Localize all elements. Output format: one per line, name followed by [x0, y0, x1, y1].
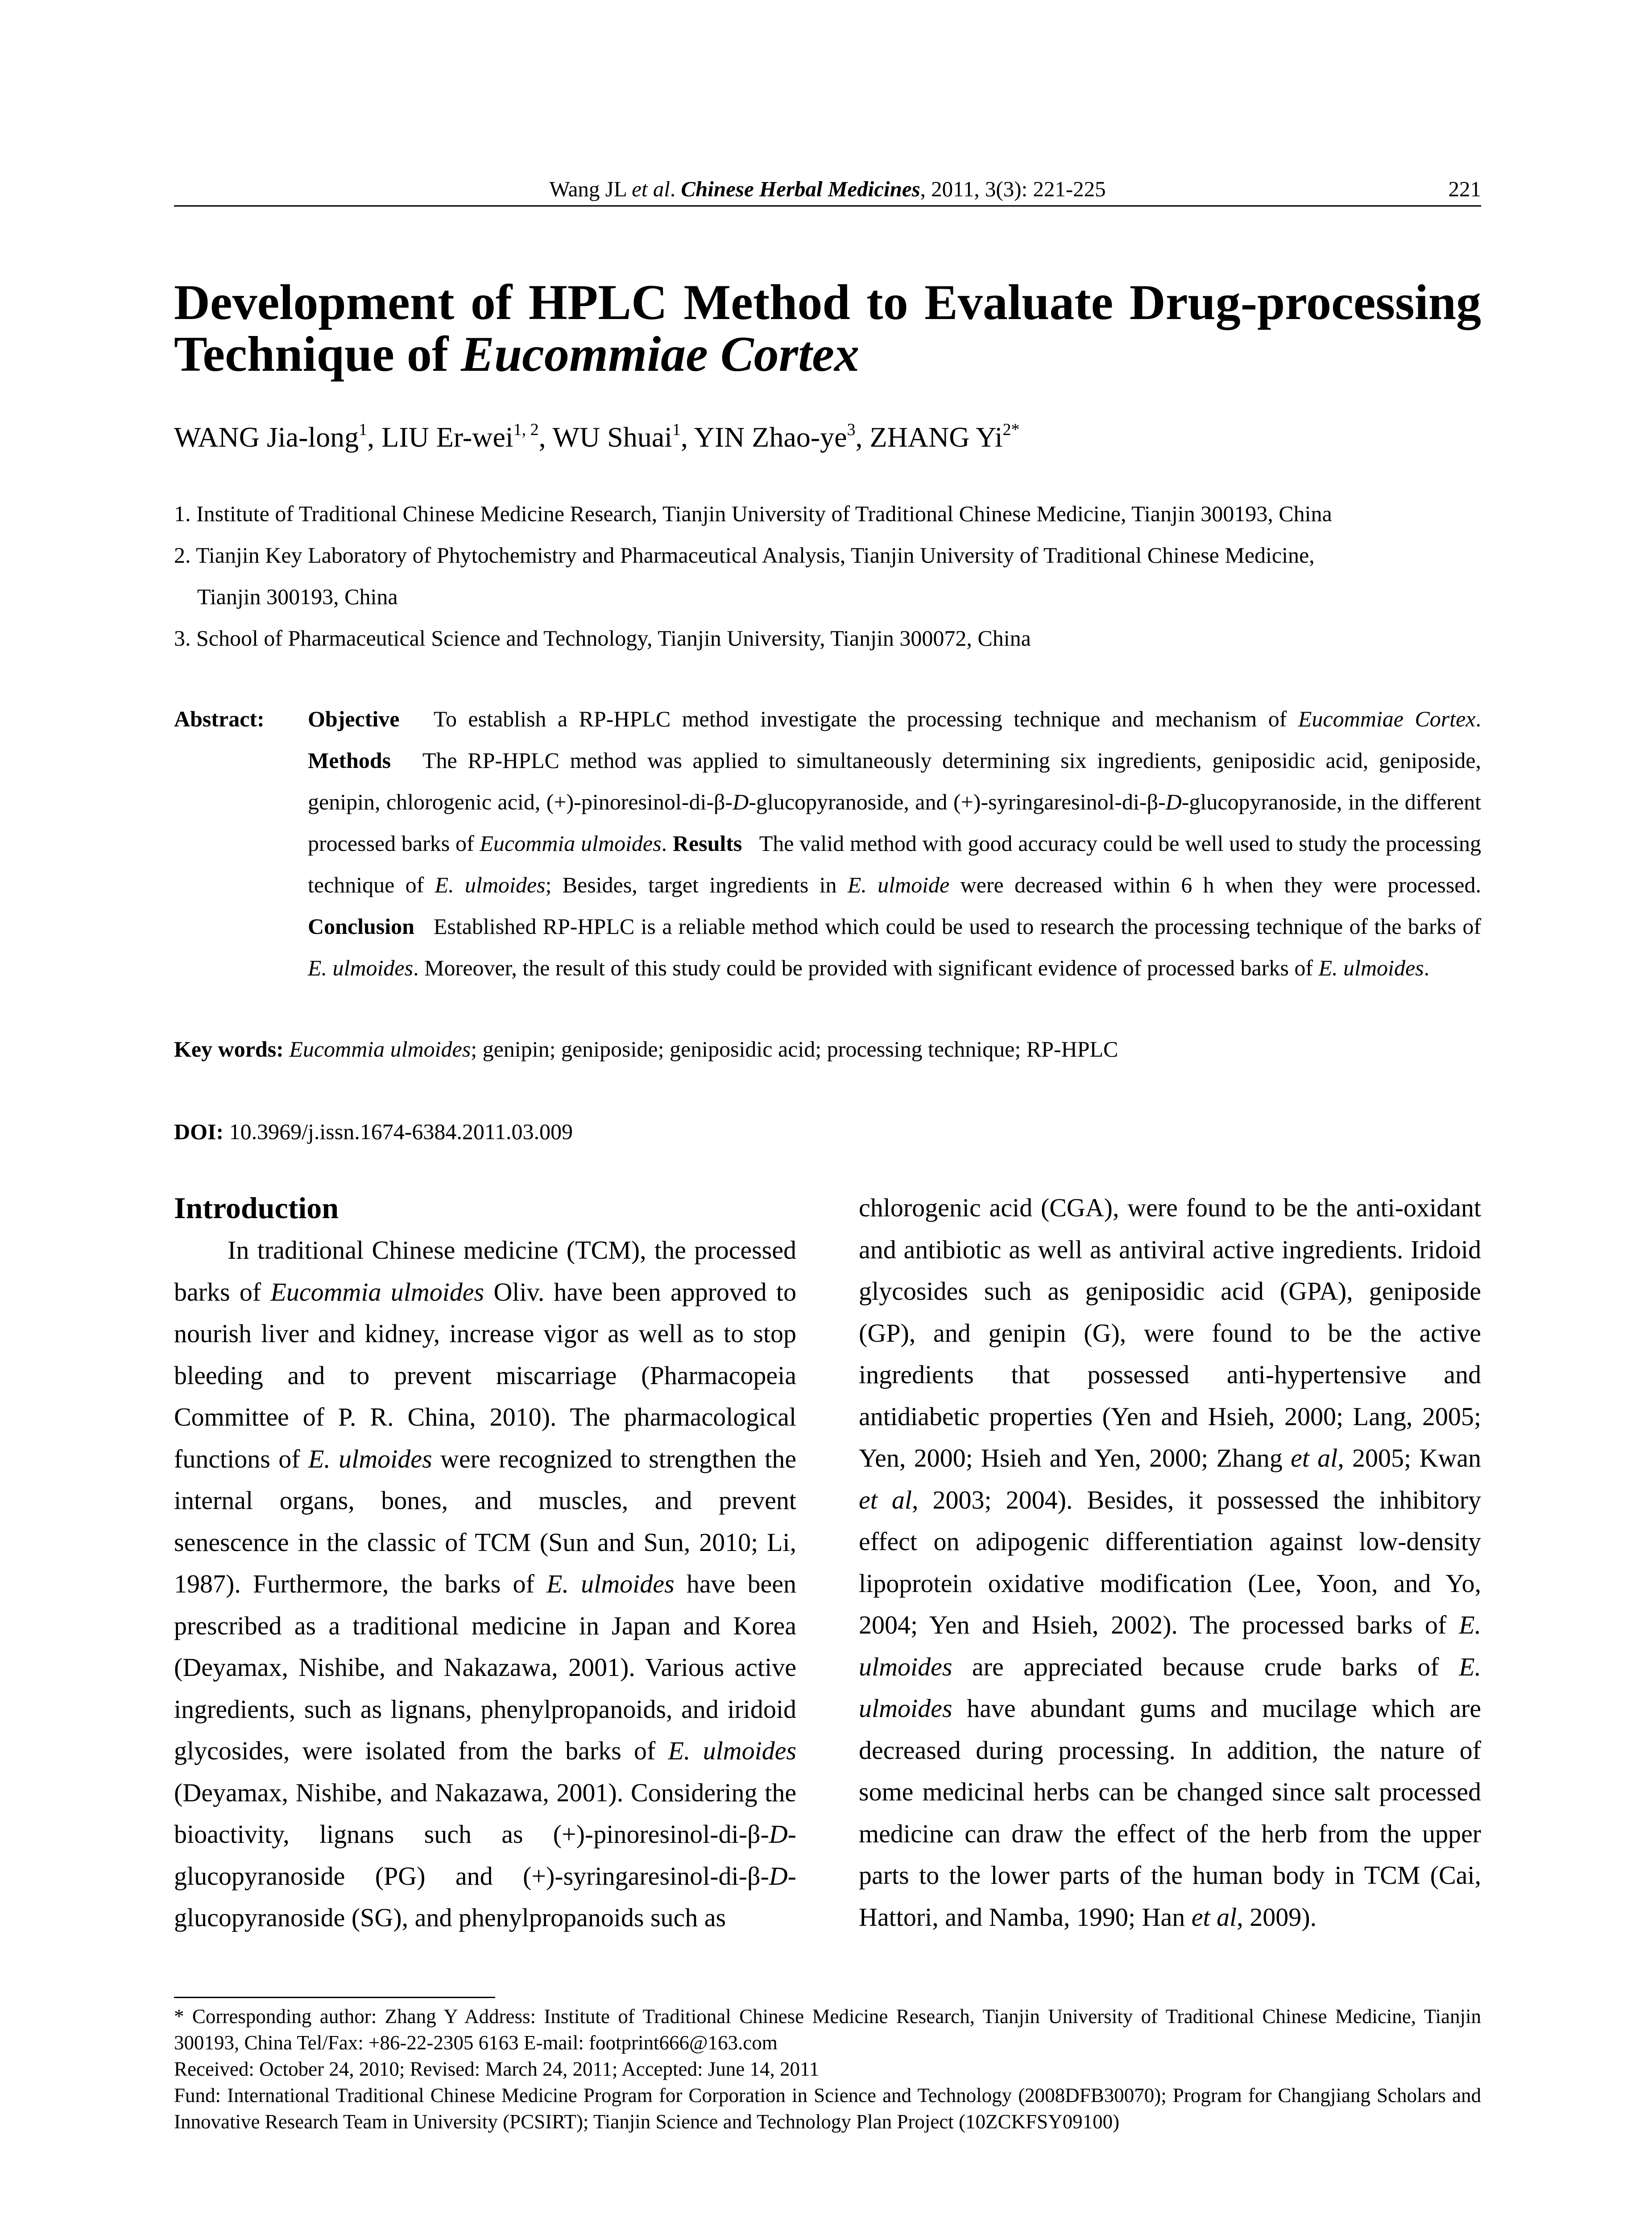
- intro-text: In traditional Chinese medicine (TCM), the processed barks of: [174, 1236, 796, 1306]
- header-citation: , 2011, 3(3): 221-225: [920, 177, 1106, 201]
- author-name: , YIN Zhao-ye: [680, 421, 847, 453]
- title-line-1: Development of HPLC Method to Evaluate Drug-processing: [174, 275, 1481, 330]
- title-line-2: [174, 327, 859, 382]
- title-line-2-italic: Eucommiae Cortex: [461, 327, 860, 382]
- header-et-al: et al: [632, 177, 670, 201]
- footnotes: [174, 2003, 1481, 2135]
- intro-italic: D: [769, 1820, 788, 1849]
- methods-italic-d: D: [1165, 789, 1182, 814]
- affiliation-2: 2. Tianjin Key Laboratory of Phytochemistry and Pharmaceutical Analysis, Tianjin University of Traditional Chinese Medicine,: [174, 543, 1315, 568]
- abstract-label: Abstract:: [174, 706, 265, 731]
- intro-italic: E. ulmoides: [547, 1569, 675, 1598]
- keywords-label: Key words:: [174, 1037, 284, 1062]
- conclusion-italic: E. ulmoides: [1318, 955, 1424, 980]
- author-affil-sup: 1, 2: [513, 420, 539, 439]
- objective-label: Objective: [308, 706, 400, 731]
- results-italic: E. ulmoide: [847, 872, 950, 897]
- running-header: [174, 176, 1481, 203]
- doi: [174, 1111, 1481, 1153]
- doi-label: DOI:: [174, 1119, 224, 1144]
- conclusion-text: .: [1424, 955, 1430, 980]
- methods-label: Methods: [308, 748, 391, 773]
- intro-italic: E. ulmoides: [668, 1736, 796, 1765]
- author-name: , WU Shuai: [538, 421, 672, 453]
- header-journal: Chinese Herbal Medicines: [681, 177, 920, 201]
- intro-italic: E. ulmoides: [859, 1652, 1481, 1723]
- title-line-2-plain: Technique of: [174, 327, 461, 382]
- running-header-citation: [174, 176, 1481, 202]
- author-affil-sup: 1: [359, 420, 368, 439]
- footnote-fund: Fund: International Traditional Chinese Medicine Program for Corporation in Science and Technology (2008DFB30070); Program for Changjiang Scholars and Innovative Research Team in University (PCSIRT); Tianjin Science and Technology Plan Project (10ZCKFSY09100): [174, 2084, 1481, 2133]
- author-name: WANG Jia-long: [174, 421, 359, 453]
- affiliation-1: 1. Institute of Traditional Chinese Medicine Research, Tianjin University of Traditional Chinese Medicine, Tianjin 300193, China: [174, 501, 1332, 526]
- methods-italic-d: D: [733, 789, 749, 814]
- intro-text: , 2003; 2004). Besides, it possessed the inhibitory effect on adipogenic differentiation against low-density lipoprotein oxidative modification (Lee, Yoon, and Yo, 2004; Yen and Hsieh, 2002). The processed barks of: [859, 1485, 1481, 1639]
- author-name: , LIU Er-wei: [367, 421, 513, 453]
- intro-text: , 2005; Kwan: [1337, 1443, 1481, 1472]
- methods-text: The RP-HPLC method was applied to simultaneously determining six ingredients, geniposidic acid, geniposide, genipin, chlorogenic acid, (+)-pinoresinol-di-β-: [308, 748, 1481, 814]
- intro-text: have abundant gums and mucilage which are decreased during processing. In addition, the nature of some medicinal herbs can be changed since salt processed medicine can draw the effect of the herb from the upper parts to the lower parts of the human body in TCM (Cai, Hattori, and Namba, 1990; Han: [859, 1694, 1481, 1932]
- intro-italic: et al: [1191, 1902, 1237, 1932]
- methods-italic: Eucommia ulmoides: [480, 831, 662, 856]
- affiliation-list: [174, 493, 1481, 659]
- conclusion-text: . Moreover, the result of this study could be provided with significant evidence of processed barks of: [413, 955, 1319, 980]
- affiliation-2-continued: Tianjin 300193, China: [197, 584, 398, 609]
- author-affil-sup: 3: [847, 420, 856, 439]
- abstract: [174, 698, 1481, 989]
- results-text: ; Besides, target ingredients in: [545, 872, 848, 897]
- intro-text: were recognized to strengthen the internal organs, bones, and muscles, and prevent senescence in the classic of TCM (Sun and Sun, 2010; Li, 1987). Furthermore, the barks of: [174, 1444, 797, 1598]
- footnote-rule: [174, 1997, 495, 1998]
- page-number: 221: [1448, 177, 1481, 201]
- methods-text: -glucopyranoside, and (+)-syringaresinol-di-β-: [749, 789, 1166, 814]
- results-text: The valid method with good accuracy could be well used to study the processing technique of: [308, 831, 1481, 897]
- author-affil-sup: 1: [672, 420, 681, 439]
- keywords-list: ; genipin; geniposide; geniposidic acid; processing technique; RP-HPLC: [471, 1037, 1118, 1062]
- intro-text: Oliv. have been approved to nourish liver and kidney, increase vigor as well as to stop bleeding and to prevent miscarriage (Pharmacopeia Committee of P. R. China, 2010). The pharmacological functions of: [174, 1277, 796, 1473]
- intro-text: (Deyamax, Nishibe, and Nakazawa, 2001). Considering the bioactivity, lignans such as (+)-pinoresinol-di-β-: [174, 1778, 796, 1849]
- conclusion-label: Conclusion: [308, 914, 414, 939]
- section-heading-introduction: Introduction: [174, 1191, 339, 1225]
- intro-text: have been prescribed as a traditional medicine in Japan and Korea (Deyamax, Nishibe, and Nakazawa, 2001). Various active ingredients, such as lignans, phenylpropanoids, and iridoid glycosides, were isolated from the barks of: [174, 1569, 796, 1765]
- intro-italic: Eucommia ulmoides: [270, 1277, 484, 1306]
- intro-text: -glucopyranoside (PG) and (+)-syringaresinol-di-β-: [174, 1820, 796, 1891]
- conclusion-italic: E. ulmoides: [308, 955, 414, 980]
- body-column-right: [859, 1187, 1481, 1938]
- abstract-body: Objective To establish a RP-HPLC method investigate the processing technique and mechanism of Eucommiae Cortex. Methods The RP-HPLC method was applied to simultaneously determining six ingredients, geniposidic acid, geniposide, genipin, chlorogenic acid, (+)-pinoresinol-di-β-D-glucopyranoside, and (+)-syringaresinol-di-β-D-glucopyranoside, in the different processed barks of Eucommia ulmoides. Results The valid method with good accuracy could be well used to study the processing technique of E. ulmoides; Besides, target ingredients in E. ulmoide were decreased within 6 h when they were processed. Conclusion Established RP-HPLC is a reliable method which could be used to research the processing technique of the barks of E. ulmoides. Moreover, the result of this study could be provided with significant evidence of processed barks of E. ulmoides.: [308, 706, 1482, 980]
- intro-italic: et al: [1291, 1443, 1338, 1472]
- objective-text: To establish a RP-HPLC method investigate the processing technique and mechanism of: [433, 706, 1298, 731]
- intro-italic: D: [769, 1861, 788, 1891]
- affiliation-3: 3. School of Pharmaceutical Science and Technology, Tianjin University, Tianjin 300072, China: [174, 626, 1031, 651]
- intro-paragraph: [174, 1229, 796, 1939]
- keywords-italic: Eucommia ulmoides: [289, 1037, 471, 1062]
- intro-text: are appreciated because crude barks of: [952, 1652, 1459, 1681]
- article-title: [174, 277, 1481, 380]
- footnote-received-dates: Received: October 24, 2010; Revised: March 24, 2011; Accepted: June 14, 2011: [174, 2058, 820, 2080]
- conclusion-text: Established RP-HPLC is a reliable method which could be used to research the processing technique of the barks of: [433, 914, 1481, 939]
- results-italic: E. ulmoides: [435, 872, 546, 897]
- author-name: , ZHANG Yi: [855, 421, 1003, 453]
- author-affil-sup: 2*: [1002, 420, 1020, 439]
- intro-text: , 2009).: [1237, 1902, 1317, 1932]
- header-authors: Wang JL: [549, 177, 632, 201]
- intro-paragraph-continued: [859, 1187, 1481, 1938]
- results-text: were decreased within 6 h when they were processed.: [949, 872, 1481, 897]
- objective-italic: Eucommiae Cortex: [1298, 706, 1476, 731]
- intro-text: chlorogenic acid (CGA), were found to be the anti-oxidant and antibiotic as well as antiviral active ingredients. Iridoid glycosides such as geniposidic acid (GPA), geniposide (GP), and genipin (G), were found to be the active ingredients that possessed anti-hypertensive and antidiabetic properties (Yen and Hsieh, 2000; Lang, 2005; Yen, 2000; Hsieh and Yen, 2000; Zhang: [859, 1193, 1481, 1472]
- intro-text: -glucopyranoside (SG), and phenylpropanoids such as: [174, 1861, 796, 1932]
- intro-italic: E. ulmoides: [308, 1444, 432, 1473]
- footnote-corresponding-author: * Corresponding author: Zhang Y Address: Institute of Traditional Chinese Medicine Research, Tianjin University of Traditional Chinese Medicine, Tianjin 300193, China Tel/Fax: +86-22-2305 6163 E-mail: footprint666@163.com: [174, 2005, 1481, 2054]
- keywords: [174, 1028, 1481, 1070]
- results-label: Results: [672, 831, 742, 856]
- methods-text: -glucopyranoside, in the different processed barks of: [308, 789, 1482, 856]
- doi-value[interactable]: 10.3969/j.issn.1674-6384.2011.03.009: [229, 1119, 573, 1144]
- header-period: .: [670, 177, 681, 201]
- author-list: [174, 419, 1481, 455]
- intro-italic: E. ulmoides: [859, 1610, 1481, 1681]
- body-column-left: [174, 1187, 796, 1939]
- intro-italic: et al: [859, 1485, 912, 1514]
- header-rule: [174, 205, 1481, 207]
